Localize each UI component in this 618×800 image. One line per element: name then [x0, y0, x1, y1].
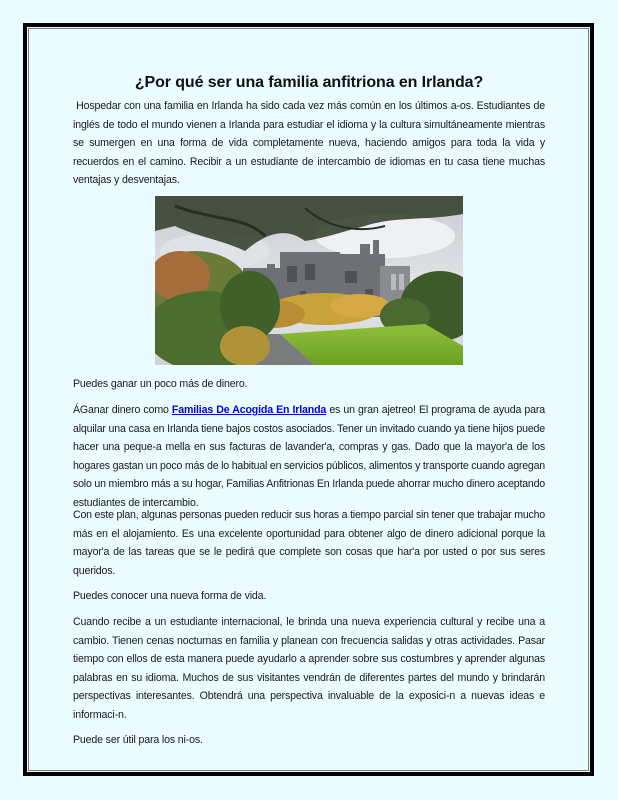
- heading-life: [73, 587, 545, 606]
- life-line: perspectivas interesantes. Obtendrá una perspectiva invaluable de la exposici-n a nuevas ideas e: [73, 690, 545, 702]
- money-line-1-before: ÁGanar dinero como: [73, 404, 172, 416]
- familias-de-acogida-link[interactable]: Familias De Acogida En Irlanda: [171, 404, 327, 416]
- money-paragraph: [73, 401, 545, 512]
- subheading: Puede ser útil para los ni-os.: [73, 734, 203, 746]
- intro-paragraph: [73, 97, 545, 190]
- plan-paragraph: [73, 506, 545, 580]
- heading-money: [73, 375, 545, 394]
- life-line: palabras en su idioma. Muchos de sus visitantes vendrán de diferentes partes del mundo y brindarán: [73, 671, 545, 684]
- intro-line: Hospedar con una familia en Irlanda ha sido cada vez más común en los últimos a-os. Estudiantes de: [73, 100, 545, 112]
- subheading: Puedes ganar un poco más de dinero.: [73, 378, 248, 390]
- life-line: informaci-n.: [73, 708, 127, 721]
- life-line: tiempo con ellos de esta manera puede ayudarlo a aprender sobre sus costumbres y aprender algunas: [73, 653, 545, 665]
- money-line: hogares gastan un poco más de lo habitual en servicios públicos, alimentos y transporte cuando agregan: [73, 459, 545, 472]
- subheading: Puedes conocer una nueva forma de vida.: [73, 590, 267, 602]
- plan-line: queridos.: [73, 564, 116, 577]
- life-line: cambio. Tienen cenas nocturnas en familia y planean con frecuencia salidas y otras actividades. Pasar: [73, 634, 545, 647]
- money-line: estudiantes de intercambio.: [73, 496, 199, 509]
- intro-line: ventajas y desventajas.: [73, 174, 180, 186]
- intro-line: recuerdos en el camino. Recibir a un estudiante de intercambio de idiomas en tu casa tiene muchas: [73, 155, 545, 168]
- plan-line: Con este plan, algunas personas pueden reducir sus horas a tiempo parcial sin tener que trabajar mucho: [73, 509, 545, 521]
- intro-line: se sumergen en una forma de vida completamente nueva, haciendo amigos para toda la vida y: [73, 137, 545, 149]
- money-line-1: [73, 401, 545, 420]
- intro-line: inglés de todo el mundo vienen a Irlanda para estudiar el idioma y la cultura simultáneamente mientras: [73, 118, 545, 131]
- life-paragraph: [73, 613, 545, 724]
- money-line: solo un miembro más a su hogar, Familias Anfitrionas En Irlanda puede ahorrar mucho dinero aceptando: [73, 478, 545, 490]
- plan-line: mayor'a de las tareas que se le pedirá que complete son cosas que har'a por usted o por sus seres: [73, 546, 545, 558]
- life-line: Cuando recibe a un estudiante internacional, le brinda una nueva experiencia cultural y recibe una a: [73, 616, 545, 628]
- heading-kids: [73, 731, 545, 750]
- money-line: hacer una peque-a mella en sus facturas de lavander'a, compras y gas. Dado que la mayor'a de los: [73, 441, 545, 453]
- castle-garden-photo: [155, 196, 463, 365]
- money-line-1-after: es un gran ajetreo! El programa de ayuda para: [326, 404, 546, 416]
- money-line: alquilar una casa en Irlanda tiene bajos costos asociados. Tener un invitado cuando ya tiene hijos puede: [73, 422, 545, 435]
- plan-line: más en el alojamiento. Es una excelente oportunidad para obtener algo de dinero adicional porque la: [73, 527, 545, 540]
- document-title: ¿Por qué ser una familia anfitriona en Irlanda?: [134, 74, 484, 91]
